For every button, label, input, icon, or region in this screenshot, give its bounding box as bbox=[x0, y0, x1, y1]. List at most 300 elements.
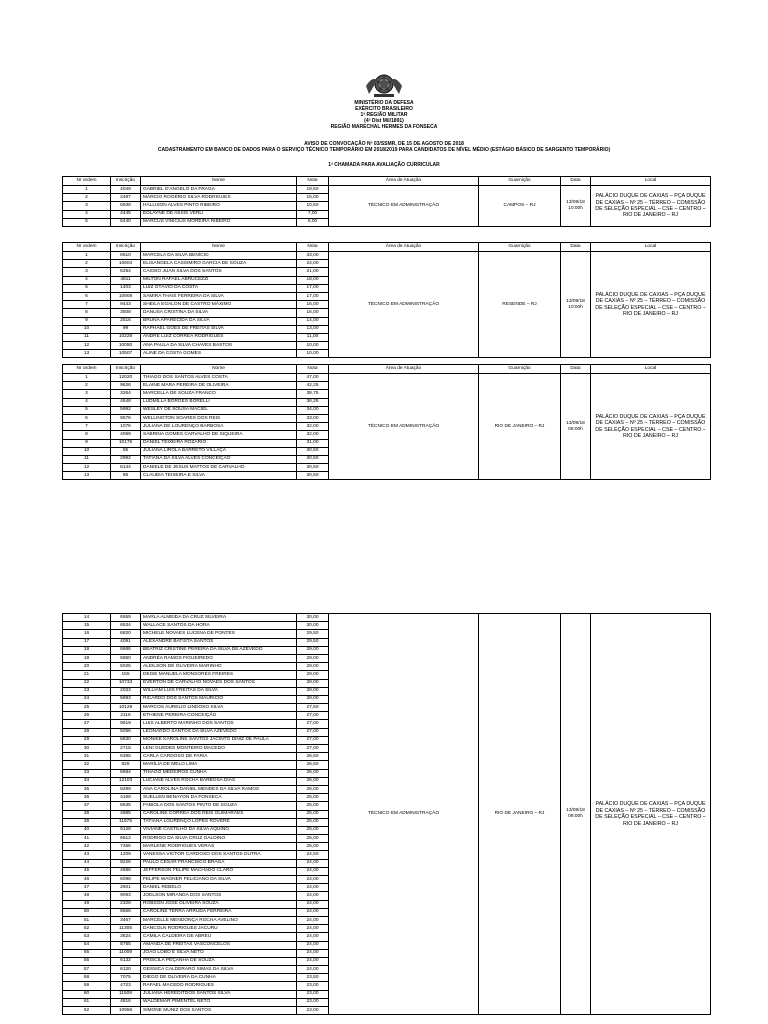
cell-nota: 30,50 bbox=[297, 464, 329, 472]
cell-nota: 24,00 bbox=[297, 260, 329, 268]
cell-nota: 30,50 bbox=[297, 447, 329, 455]
cell-nr-ordem: 49 bbox=[63, 900, 111, 908]
cell-area-atuacao: TÉCNICO EM ADMINISTRAÇÃO bbox=[329, 186, 479, 227]
cell-nota: 27,00 bbox=[297, 736, 329, 744]
chamada-title: 1ª CHAMADA PARA AVALIAÇÃO CURRICULAR bbox=[328, 162, 440, 168]
cell-nr-ordem: 46 bbox=[63, 876, 111, 884]
cell-nr-ordem: 1 bbox=[63, 252, 111, 260]
cell-nr-ordem: 2 bbox=[63, 194, 111, 202]
cell-inscricao: 4091 bbox=[111, 638, 141, 646]
cell-area-atuacao: TÉCNICO EM ADMINISTRAÇÃO bbox=[329, 614, 479, 1015]
cell-nr-ordem: 27 bbox=[63, 720, 111, 728]
cell-inscricao: 6820 bbox=[111, 630, 141, 638]
cell-inscricao: 4885 bbox=[111, 810, 141, 818]
cell-nr-ordem: 29 bbox=[63, 736, 111, 744]
header-line-3: 1ª REGIÃO MILITAR bbox=[360, 112, 408, 118]
cell-inscricao: 9443 bbox=[111, 301, 141, 309]
cell-nr-ordem: 17 bbox=[63, 638, 111, 646]
cell-nr-ordem: 10 bbox=[63, 447, 111, 455]
cell-inscricao: 4069 bbox=[111, 431, 141, 439]
cell-nota: 25,00 bbox=[297, 818, 329, 826]
cell-nota: 7,00 bbox=[297, 210, 329, 218]
cell-inscricao: 2715 bbox=[111, 745, 141, 753]
cell-nr-ordem: 38 bbox=[63, 810, 111, 818]
cell-nota: 30,00 bbox=[297, 614, 329, 622]
cell-nome: EDLAYNE DE ASSIS VERLI bbox=[141, 210, 297, 218]
cell-inscricao: 4168 bbox=[111, 794, 141, 802]
cell-nota: 11,00 bbox=[297, 333, 329, 341]
cell-nr-ordem: 4 bbox=[63, 276, 111, 284]
cell-nome: SABRINA GOMES CARVALHO DE SIQUEIRA bbox=[141, 431, 297, 439]
cell-nr-ordem: 44 bbox=[63, 859, 111, 867]
cell-nome: RODRIGO DA SILVA CRUZ GALDINO bbox=[141, 835, 297, 843]
cell-nota: 32,00 bbox=[297, 431, 329, 439]
cell-nome: MARÍLIA DE MELO LIMA bbox=[141, 761, 297, 769]
cell-nr-ordem: 4 bbox=[63, 398, 111, 406]
cell-nr-ordem: 12 bbox=[63, 464, 111, 472]
cell-nr-ordem: 8 bbox=[63, 309, 111, 317]
cell-nome: WESLEY DE SOUSA MACIEL bbox=[141, 406, 297, 414]
cell-nr-ordem: 61 bbox=[63, 998, 111, 1006]
col-nr-ordem-header: Nr ordem bbox=[63, 243, 111, 252]
cell-nome: BRUNA APARECIDA DA SILVA bbox=[141, 317, 297, 325]
cell-local: PALÁCIO DUQUE DE CAXIAS – PÇA DUQUE DE CAXIAS – Nº 25 – TÉRREO – COMISSÃO DE SELEÇÃO ESPECIAL – CSE – CENTRO – RIO DE JANEIRO – RJ bbox=[591, 614, 711, 1015]
roster-table-rio-de-janeiro bbox=[62, 364, 711, 480]
cell-inscricao: 5056 bbox=[111, 728, 141, 736]
cell-nota: 24,00 bbox=[297, 908, 329, 916]
table-row bbox=[63, 252, 711, 260]
cell-nome: GABRIEL D'ANGELO DA FRAGA bbox=[141, 186, 297, 194]
cell-inscricao: 10604 bbox=[111, 260, 141, 268]
cell-nota: 24,50 bbox=[297, 851, 329, 859]
cell-nr-ordem: 13 bbox=[63, 350, 111, 358]
cell-nota: 27,00 bbox=[297, 720, 329, 728]
cell-nota: 27,50 bbox=[297, 704, 329, 712]
header-line-5: REGIÃO MARECHAL HERMES DA FONSECA bbox=[330, 124, 438, 130]
cell-nr-ordem: 30 bbox=[63, 745, 111, 753]
cell-nr-ordem: 35 bbox=[63, 785, 111, 793]
cell-inscricao: 99 bbox=[111, 325, 141, 333]
cell-nota: 24,00 bbox=[297, 867, 329, 875]
cell-nota: 17,00 bbox=[297, 284, 329, 292]
cell-inscricao: 3467 bbox=[111, 916, 141, 924]
col-area-header: Área de Atuação bbox=[329, 243, 479, 252]
cell-inscricao: 9576 bbox=[111, 414, 141, 422]
col-data-header: Data bbox=[561, 177, 591, 186]
cell-data bbox=[561, 614, 591, 1015]
table-row bbox=[63, 186, 711, 194]
cell-inscricao: 8656 bbox=[111, 908, 141, 916]
cell-inscricao: 5992 bbox=[111, 406, 141, 414]
col-inscricao-header: Inscrição bbox=[111, 243, 141, 252]
cell-inscricao: 8289 bbox=[111, 785, 141, 793]
cell-nr-ordem: 59 bbox=[63, 982, 111, 990]
cell-nota: 29,00 bbox=[297, 671, 329, 679]
cell-inscricao: 55 bbox=[111, 447, 141, 455]
cell-nome: JEFFERSON FELIPE MACHADO CLARO bbox=[141, 867, 297, 875]
roster-table-resende bbox=[62, 242, 711, 358]
cell-data-date: 13/09/18 bbox=[566, 808, 585, 814]
cell-nome: ETHIENE PEREIRA CONCEIÇÃO bbox=[141, 712, 297, 720]
cell-nome: RAPHAEL GÓES DE FREITAS SILVA bbox=[141, 325, 297, 333]
cell-nota: 26,50 bbox=[297, 761, 329, 769]
cell-inscricao: 3624 bbox=[111, 933, 141, 941]
cell-nr-ordem: 45 bbox=[63, 867, 111, 875]
cell-nr-ordem: 48 bbox=[63, 892, 111, 900]
cell-nr-ordem: 55 bbox=[63, 949, 111, 957]
cell-inscricao: 1403 bbox=[111, 284, 141, 292]
col-area-header: Área de Atuação bbox=[329, 177, 479, 186]
cell-nota: 24,00 bbox=[297, 966, 329, 974]
col-nota-header: Nota bbox=[297, 177, 329, 186]
cell-nota: 24,00 bbox=[297, 925, 329, 933]
cell-nr-ordem: 11 bbox=[63, 455, 111, 463]
cell-nr-ordem: 1 bbox=[63, 186, 111, 194]
cell-nr-ordem: 2 bbox=[63, 382, 111, 390]
cell-inscricao: 3508 bbox=[111, 309, 141, 317]
cell-inscricao: 4648 bbox=[111, 398, 141, 406]
cell-inscricao: 828 bbox=[111, 761, 141, 769]
cell-nome: LEONARDO SANTOS DA SILVA AZEVEDO bbox=[141, 728, 297, 736]
cell-nota: 28,00 bbox=[297, 679, 329, 687]
cell-nome: LUIS ALBERTO MARINHO DOS SANTOS bbox=[141, 720, 297, 728]
cell-nr-ordem: 31 bbox=[63, 753, 111, 761]
cell-nota: 26,00 bbox=[297, 777, 329, 785]
cell-inscricao: 12020 bbox=[111, 374, 141, 382]
cell-nome: CAROLINE TERRA ARRUDA FERREIRA bbox=[141, 908, 297, 916]
cell-nr-ordem: 5 bbox=[63, 218, 111, 226]
cell-nr-ordem: 23 bbox=[63, 687, 111, 695]
cell-nr-ordem: 51 bbox=[63, 916, 111, 924]
cell-nr-ordem: 40 bbox=[63, 826, 111, 834]
cell-nome: MONIKE KAROLINE SANTOS JACINTO DINIZ DE PAULA bbox=[141, 736, 297, 744]
cell-inscricao: 11508 bbox=[111, 990, 141, 998]
cell-nome: DANIEL TEIXEIRA ROZARIO bbox=[141, 439, 297, 447]
cell-nota: 33,00 bbox=[297, 414, 329, 422]
cell-nome: SHEILA EGALON DE CASTRO MÁXIMO bbox=[141, 301, 297, 309]
cell-inscricao: 9093 bbox=[111, 892, 141, 900]
cell-inscricao: 86 bbox=[111, 472, 141, 480]
cell-data-time: 08:00h bbox=[568, 814, 583, 820]
cell-nota: 15,00 bbox=[297, 194, 329, 202]
cell-nome: RICARDO DOS SANTOS MAURÍCIO bbox=[141, 695, 297, 703]
cell-area-atuacao: TÉCNICO EM ADMINISTRAÇÃO bbox=[329, 374, 479, 480]
cell-inscricao: 1076 bbox=[111, 423, 141, 431]
cell-nota: 30,50 bbox=[297, 472, 329, 480]
cell-nr-ordem: 57 bbox=[63, 966, 111, 974]
cell-nota: 26,50 bbox=[297, 753, 329, 761]
cell-nota: 47,00 bbox=[297, 374, 329, 382]
cell-nota: 10,00 bbox=[297, 350, 329, 358]
cell-nota: 29,00 bbox=[297, 654, 329, 662]
cell-nota: 23,00 bbox=[297, 982, 329, 990]
cell-nome: AMANDA DE FREITAS VASCONCELOS bbox=[141, 941, 297, 949]
cell-inscricao: 6098 bbox=[111, 876, 141, 884]
cell-inscricao: 2328 bbox=[111, 900, 141, 908]
cell-inscricao: 2033 bbox=[111, 687, 141, 695]
cell-nr-ordem: 62 bbox=[63, 1007, 111, 1015]
cell-inscricao: 4688 bbox=[111, 867, 141, 875]
cell-nr-ordem: 19 bbox=[63, 654, 111, 662]
cell-nr-ordem: 1 bbox=[63, 374, 111, 382]
cell-nr-ordem: 33 bbox=[63, 769, 111, 777]
cell-inscricao: 4816 bbox=[111, 998, 141, 1006]
cell-nome: JOELSON MIRANDA DOS SANTOS bbox=[141, 892, 297, 900]
cell-local: PALÁCIO DUQUE DE CAXIAS – PÇA DUQUE DE CAXIAS – Nº 25 – TÉRREO – COMISSÃO DE SELEÇÃO ESPECIAL – CSE – CENTRO – RIO DE JANEIRO – RJ bbox=[591, 252, 711, 358]
cell-nota: 14,00 bbox=[297, 317, 329, 325]
aviso-title: AVISO DE CONVOCAÇÃO Nº 03/SSMR, DE 15 DE AGOSTO DE 2018 bbox=[304, 141, 464, 147]
cell-inscricao: 6254 bbox=[111, 268, 141, 276]
coat-of-arms-icon bbox=[362, 70, 406, 100]
cell-nome: LUCIANE ALVES ROCHA BARBOSA DIAS bbox=[141, 777, 297, 785]
cell-nome: MICHELE NOVAES LUCENA DE PONTES bbox=[141, 630, 297, 638]
cell-nr-ordem: 9 bbox=[63, 439, 111, 447]
cell-nome: PRISCILA PEÇANHA DE SOUZA bbox=[141, 957, 297, 965]
header-row bbox=[63, 177, 711, 186]
cell-nota: 28,00 bbox=[297, 687, 329, 695]
cell-inscricao: 11009 bbox=[111, 949, 141, 957]
cell-nota: 23,00 bbox=[297, 990, 329, 998]
cell-nota: 18,00 bbox=[297, 276, 329, 284]
cell-inscricao: 2116 bbox=[111, 712, 141, 720]
col-data-header: Data bbox=[561, 243, 591, 252]
cell-nome: WILLIAM LUIS FREITAS DA SILVA bbox=[141, 687, 297, 695]
cell-nr-ordem: 43 bbox=[63, 851, 111, 859]
cell-nota: 25,00 bbox=[297, 794, 329, 802]
cell-nota: 29,50 bbox=[297, 630, 329, 638]
cell-nota: 30,50 bbox=[297, 455, 329, 463]
cell-inscricao: 6830 bbox=[111, 736, 141, 744]
cell-nota: 27,00 bbox=[297, 745, 329, 753]
cell-nome: CAROLINE CORRÊA DOS REIS GUIMARÃES bbox=[141, 810, 297, 818]
cell-nr-ordem: 8 bbox=[63, 431, 111, 439]
cell-inscricao: 6610 bbox=[111, 252, 141, 260]
cell-inscricao: 10733 bbox=[111, 679, 141, 687]
cell-nome: CLAUDIA TEIXEIRA E SILVA bbox=[141, 472, 297, 480]
cell-nr-ordem: 37 bbox=[63, 802, 111, 810]
cell-inscricao: 11675 bbox=[111, 818, 141, 826]
cell-nr-ordem: 50 bbox=[63, 908, 111, 916]
cell-nota: 18,50 bbox=[297, 186, 329, 194]
cell-nota: 10,50 bbox=[297, 202, 329, 210]
cell-inscricao: 6559 bbox=[111, 614, 141, 622]
cell-nota: 32,00 bbox=[297, 423, 329, 431]
cell-nome: MARCELLA DE SOUZA FRANCO bbox=[141, 390, 297, 398]
cell-nome: TATIANA DA SILVA ALVES CONCEIÇÃO bbox=[141, 455, 297, 463]
cell-nome: JULIANA HEREDITDOS SANTOS SILVA bbox=[141, 990, 297, 998]
cell-nome: ANDRÉ LUIZ CORRÊA RODRIGUES bbox=[141, 333, 297, 341]
cell-nr-ordem: 4 bbox=[63, 210, 111, 218]
cell-nr-ordem: 32 bbox=[63, 761, 111, 769]
col-guarnicao-header: Guarnição bbox=[479, 177, 561, 186]
cell-nome: FABIOLA DOS SANTOS PINTO DE SOUZA bbox=[141, 802, 297, 810]
roster-table-rio-de-janeiro-continued bbox=[62, 613, 711, 1015]
cell-nome: ELAINE MARA PEREIRA DE OLIVEIRA bbox=[141, 382, 297, 390]
cell-nome: DANUSA CRISTINA DA SILVA bbox=[141, 309, 297, 317]
cell-nota: 24,00 bbox=[297, 933, 329, 941]
cell-nota: 38,75 bbox=[297, 390, 329, 398]
cell-data-date: 13/09/18 bbox=[566, 420, 585, 426]
cell-nota: 24,00 bbox=[297, 859, 329, 867]
cell-nota: 13,00 bbox=[297, 325, 329, 333]
cell-inscricao: 6686 bbox=[111, 646, 141, 654]
cell-nota: 25,00 bbox=[297, 835, 329, 843]
cell-inscricao: 5893 bbox=[111, 695, 141, 703]
cell-nome: MARLA ALMEIDA DA CRUZ SILVEIRA bbox=[141, 614, 297, 622]
cell-nome: VANESSA VICTOR CARDOSO DOS SANTOS DUTRA bbox=[141, 851, 297, 859]
cell-inscricao: 1209 bbox=[111, 851, 141, 859]
cell-inscricao: 9619 bbox=[111, 720, 141, 728]
cell-nota: 24,00 bbox=[297, 876, 329, 884]
cell-nr-ordem: 7 bbox=[63, 301, 111, 309]
cell-inscricao: 6938 bbox=[111, 202, 141, 210]
cell-nr-ordem: 3 bbox=[63, 268, 111, 276]
cadastramento-subtitle: CADASTRAMENTO EM BANCO DE DADOS PARA O SERVIÇO TÉCNICO TEMPORÁRIO EM 2018/2019 PARA CANDIDATOS DE NÍVEL MÉDIO (ESTÁGIO BÁSICO DE SARGENTO TEMPORÁRIO) bbox=[157, 147, 611, 153]
header-line-2: EXÉRCITO BRASILEIRO bbox=[355, 106, 413, 112]
cell-inscricao: 4811 bbox=[111, 276, 141, 284]
cell-local: PALÁCIO DUQUE DE CAXIAS – PÇA DUQUE DE CAXIAS – Nº 25 – TÉRREO – COMISSÃO DE SELEÇÃO ESPECIAL – CSE – CENTRO – RIO DE JANEIRO – RJ bbox=[591, 374, 711, 480]
cell-inscricao: 7266 bbox=[111, 843, 141, 851]
header-row bbox=[63, 243, 711, 252]
cell-guarnicao: RIO DE JANEIRO – RJ bbox=[479, 374, 561, 480]
cell-nome: LUIZ OTÁVIO DA COSTA bbox=[141, 284, 297, 292]
cell-inscricao: 6534 bbox=[111, 622, 141, 630]
cell-nr-ordem: 41 bbox=[63, 835, 111, 843]
cell-inscricao: 10228 bbox=[111, 333, 141, 341]
cell-nome: MARLENE RODRIGUES VERAS bbox=[141, 843, 297, 851]
col-nome-header: Nome bbox=[141, 243, 297, 252]
cell-nome: THIAGO MEDEIROS CUNHA bbox=[141, 769, 297, 777]
cell-inscricao: 6120 bbox=[111, 966, 141, 974]
cell-inscricao: 10176 bbox=[111, 439, 141, 447]
cell-inscricao: 3264 bbox=[111, 390, 141, 398]
cell-nr-ordem: 5 bbox=[63, 406, 111, 414]
col-data-header: Data bbox=[561, 365, 591, 374]
cell-guarnicao: RIO DE JANEIRO – RJ bbox=[479, 614, 561, 1015]
cell-nome: FELIPE WAGNER FELICIANO DA SILVA bbox=[141, 876, 297, 884]
cell-inscricao: 5440 bbox=[111, 218, 141, 226]
cell-nr-ordem: 12 bbox=[63, 342, 111, 350]
cell-data bbox=[561, 186, 591, 227]
cell-nome: MARCUS VINÍCIUS MOREIRA RIBEIRO bbox=[141, 218, 297, 226]
cell-nr-ordem: 13 bbox=[63, 472, 111, 480]
cell-nome: WELLINGTON SOARES DOS REIS bbox=[141, 414, 297, 422]
cell-nr-ordem: 39 bbox=[63, 818, 111, 826]
cell-nome: JULIANA LIROLA BARRETO VILLAÇA bbox=[141, 447, 297, 455]
cell-inscricao: 9128 bbox=[111, 826, 141, 834]
cell-inscricao: 10908 bbox=[111, 292, 141, 300]
cell-inscricao: 2601 bbox=[111, 884, 141, 892]
cell-nome: SUELLEN BENAYON DA FONSECA bbox=[141, 794, 297, 802]
cell-nome: ALEILSON DE OLIVEIRA MARINHO bbox=[141, 663, 297, 671]
cell-data-time: 08:00h bbox=[568, 426, 583, 432]
cell-nr-ordem: 60 bbox=[63, 990, 111, 998]
cell-nome: THIAGO DOS SANTOS ALVES COSTA bbox=[141, 374, 297, 382]
cell-nr-ordem: 11 bbox=[63, 333, 111, 341]
col-nr-ordem-header: Nr ordem bbox=[63, 177, 111, 186]
cell-nr-ordem: 14 bbox=[63, 614, 111, 622]
cell-nota: 16,00 bbox=[297, 301, 329, 309]
cell-inscricao: 10050 bbox=[111, 342, 141, 350]
cell-inscricao: 6144 bbox=[111, 464, 141, 472]
cell-nota: 33,00 bbox=[297, 252, 329, 260]
cell-nome: JOÃO LOBO E SILVA NETO bbox=[141, 949, 297, 957]
cell-nr-ordem: 2 bbox=[63, 260, 111, 268]
cell-nome: ANA CAROLINA DANIEL MENDES DA SILVA RAMOS bbox=[141, 785, 297, 793]
cell-nr-ordem: 5 bbox=[63, 284, 111, 292]
cell-nota: 25,00 bbox=[297, 826, 329, 834]
cell-inscricao: 12103 bbox=[111, 777, 141, 785]
cell-nota: 27,00 bbox=[297, 728, 329, 736]
cell-nota: 23,00 bbox=[297, 998, 329, 1006]
cell-inscricao: 7075 bbox=[111, 974, 141, 982]
cell-nr-ordem: 22 bbox=[63, 679, 111, 687]
cell-inscricao: 11305 bbox=[111, 925, 141, 933]
cell-nota: 24,00 bbox=[297, 900, 329, 908]
header-row bbox=[63, 365, 711, 374]
cell-nome: ALEXANDRE BATISTA SANTOS bbox=[141, 638, 297, 646]
cell-nome: DANCOLN RODRIGUES JACURU bbox=[141, 925, 297, 933]
cell-nr-ordem: 6 bbox=[63, 292, 111, 300]
cell-nota: 25,00 bbox=[297, 802, 329, 810]
cell-inscricao: 6850 bbox=[111, 654, 141, 662]
cell-nr-ordem: 47 bbox=[63, 884, 111, 892]
cell-inscricao: 4049 bbox=[111, 186, 141, 194]
cell-nota: 5,00 bbox=[297, 218, 329, 226]
cell-nome: MÁRCIO ROGÉRIO SILVA RODRIGUES bbox=[141, 194, 297, 202]
cell-nr-ordem: 18 bbox=[63, 646, 111, 654]
cell-nota: 29,00 bbox=[297, 663, 329, 671]
cell-nota: 10,00 bbox=[297, 342, 329, 350]
cell-nota: 24,00 bbox=[297, 884, 329, 892]
cell-nome: DIEGO DE OLIVEIRA DA CUNHA bbox=[141, 974, 297, 982]
cell-nr-ordem: 34 bbox=[63, 777, 111, 785]
header-line-4: (4ª Dist Mil/1891) bbox=[364, 118, 404, 124]
cell-inscricao: 4723 bbox=[111, 982, 141, 990]
cell-nome: CAMILA CALDEIRA DE ABREU bbox=[141, 933, 297, 941]
cell-nr-ordem: 20 bbox=[63, 663, 111, 671]
cell-nr-ordem: 53 bbox=[63, 933, 111, 941]
cell-nota: 34,00 bbox=[297, 406, 329, 414]
cell-nr-ordem: 6 bbox=[63, 414, 111, 422]
cell-nome: MARCOS AURELIO LINDOSO SILVA bbox=[141, 704, 297, 712]
cell-inscricao: 5025 bbox=[111, 663, 141, 671]
cell-nota: 21,00 bbox=[297, 268, 329, 276]
col-guarnicao-header: Guarnição bbox=[479, 365, 561, 374]
cell-nome: HALLISON ALVES PINTO RIBEIRO bbox=[141, 202, 297, 210]
cell-nr-ordem: 42 bbox=[63, 843, 111, 851]
cell-inscricao: 6535 bbox=[111, 802, 141, 810]
cell-data bbox=[561, 252, 591, 358]
cell-nome: LUDMILLA BORGES BORELLI bbox=[141, 398, 297, 406]
cell-inscricao: 6132 bbox=[111, 957, 141, 965]
cell-nota: 17,00 bbox=[297, 292, 329, 300]
cell-nota: 24,00 bbox=[297, 941, 329, 949]
cell-nr-ordem: 36 bbox=[63, 794, 111, 802]
cell-nome: DANIELE DE JESUS MATTOS DE CARVALHO bbox=[141, 464, 297, 472]
cell-nota: 24,00 bbox=[297, 916, 329, 924]
cell-nota: 42,25 bbox=[297, 382, 329, 390]
header-line-1: MINISTÉRIO DA DEFESA bbox=[354, 100, 414, 106]
cell-nr-ordem: 16 bbox=[63, 630, 111, 638]
cell-nota: 27,00 bbox=[297, 712, 329, 720]
cell-nota: 28,00 bbox=[297, 695, 329, 703]
cell-nome: GESSICA CALDERARO SIMAS DA SILVA bbox=[141, 966, 297, 974]
col-inscricao-header: Inscrição bbox=[111, 365, 141, 374]
cell-nota: 24,00 bbox=[297, 892, 329, 900]
col-local-header: Local bbox=[591, 243, 711, 252]
cell-nr-ordem: 9 bbox=[63, 317, 111, 325]
